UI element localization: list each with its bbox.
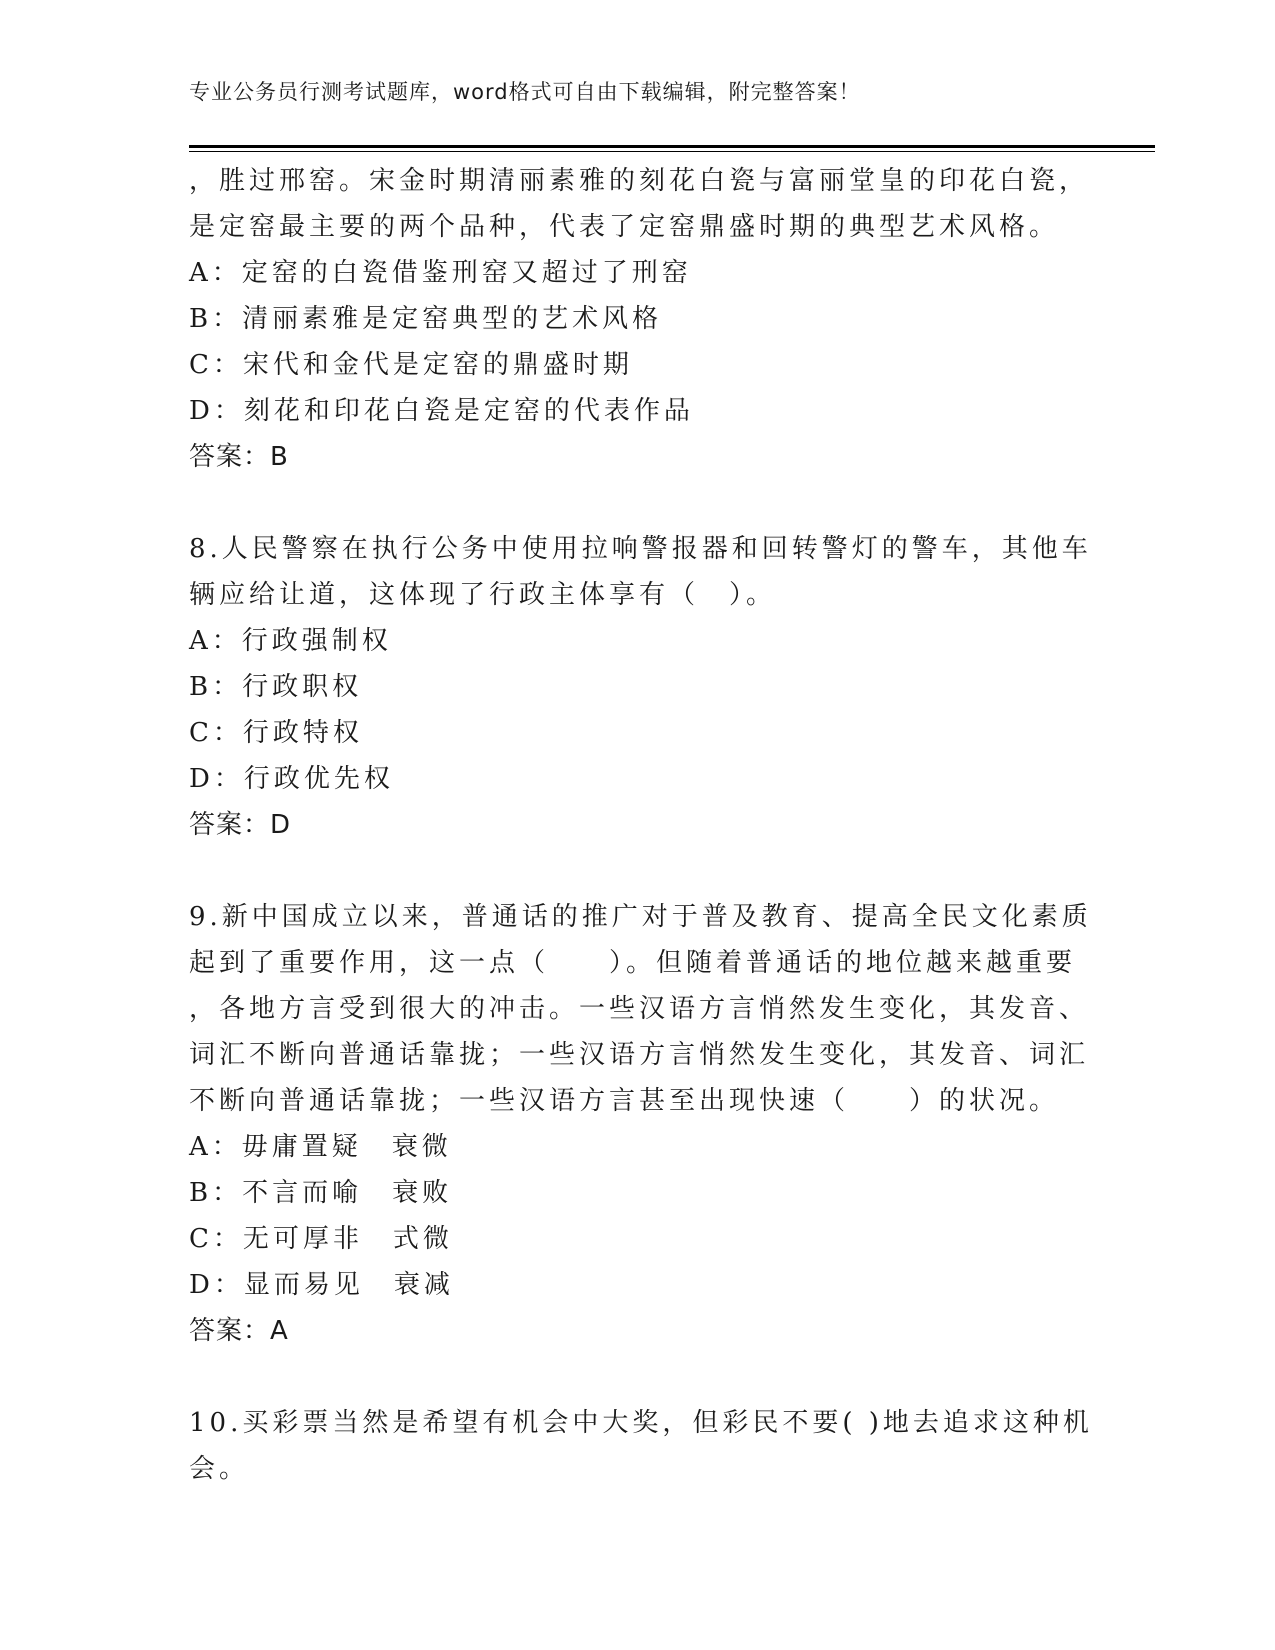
- question-7-continued: [189, 158, 1089, 480]
- option-a: A：毋庸置疑 衰微: [189, 1132, 452, 1162]
- option-b: B：不言而喻 衰败: [189, 1178, 453, 1208]
- question-9: [189, 894, 1092, 1354]
- question-10: [189, 1400, 1093, 1492]
- option-a: A：行政强制权: [189, 626, 392, 656]
- question-stem-line: 10.买彩票当然是希望有机会中大奖，但彩民不要( )地去追求这种机: [189, 1408, 1093, 1438]
- option-d: D：行政优先权: [189, 764, 394, 794]
- option-d: D：刻花和印花白瓷是定窑的代表作品: [189, 396, 694, 426]
- question-stem-line: 词汇不断向普通话靠拢；一些汉语方言悄然发生变化，其发音、词汇: [189, 1040, 1090, 1070]
- spacer: [189, 1354, 1089, 1400]
- answer: 答案：A: [189, 1316, 289, 1346]
- header-rule-thin: [189, 151, 1155, 152]
- question-stem-line: 辆应给让道，这体现了行政主体享有（ ）。: [189, 580, 777, 610]
- question-stem-line: 起到了重要作用，这一点（ ）。但随着普通话的地位越来越重要: [189, 948, 1077, 978]
- option-a: A：定窑的白瓷借鉴刑窑又超过了刑窑: [189, 258, 692, 288]
- question-stem-line: 9.新中国成立以来，普通话的推广对于普及教育、提高全民文化素质: [189, 902, 1092, 932]
- question-content: [189, 158, 1093, 1492]
- option-c: C：宋代和金代是定窑的鼎盛时期: [189, 350, 633, 380]
- answer: 答案：B: [189, 442, 289, 472]
- question-8: [189, 526, 1092, 848]
- spacer: [189, 480, 1089, 526]
- spacer: [189, 848, 1089, 894]
- question-stem-line: 会。: [189, 1454, 250, 1484]
- option-b: B：清丽素雅是定窑典型的艺术风格: [189, 304, 663, 334]
- question-stem-line: 8.人民警察在执行公务中使用拉响警报器和回转警灯的警车，其他车: [189, 534, 1092, 564]
- option-d: D：显而易见 衰减: [189, 1270, 454, 1300]
- question-stem-line: 不断向普通话靠拢；一些汉语方言甚至出现快速（ ）的状况。: [189, 1086, 1060, 1116]
- question-stem-line: ，胜过邢窑。宋金时期清丽素雅的刻花白瓷与富丽堂皇的印花白瓷，: [189, 166, 1090, 196]
- option-c: C：行政特权: [189, 718, 363, 748]
- page-header: 专业公务员行测考试题库，word格式可自由下载编辑，附完整答案！: [189, 80, 861, 104]
- option-c: C：无可厚非 式微: [189, 1224, 453, 1254]
- question-stem-line: 是定窑最主要的两个品种，代表了定窑鼎盛时期的典型艺术风格。: [189, 212, 1060, 242]
- question-stem-line: ，各地方言受到很大的冲击。一些汉语方言悄然发生变化，其发音、: [189, 994, 1090, 1024]
- header-rule-thick: [189, 145, 1155, 148]
- option-b: B：行政职权: [189, 672, 363, 702]
- answer: 答案：D: [189, 810, 292, 840]
